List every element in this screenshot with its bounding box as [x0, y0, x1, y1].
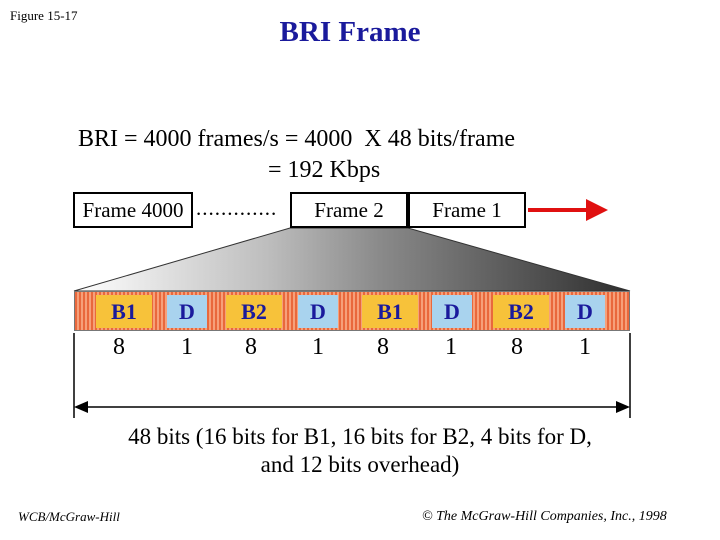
bri-formula-line1: BRI = 4000 frames/s = 4000 X 48 bits/frame	[78, 126, 516, 152]
page-title: BRI Frame	[279, 16, 421, 48]
frame-1-box: Frame 1	[408, 192, 526, 228]
channel-b1: B1	[96, 295, 152, 328]
channel-b1: B1	[362, 295, 418, 328]
bit-count: 1	[312, 334, 324, 360]
bit-count: 8	[245, 334, 257, 360]
bits-caption-line2: and 12 bits overhead)	[260, 452, 460, 477]
channel-d: D	[565, 295, 605, 328]
channel-d: D	[432, 295, 472, 328]
bit-count: 8	[377, 334, 389, 360]
bit-count: 1	[579, 334, 591, 360]
direction-arrow-head	[586, 199, 608, 221]
bit-count: 1	[181, 334, 193, 360]
bri-formula-line2: = 192 Kbps	[268, 157, 381, 183]
measure-arrow-right	[616, 401, 630, 413]
bit-count: 8	[113, 334, 125, 360]
channel-b2: B2	[493, 295, 549, 328]
channel-d: D	[298, 295, 338, 328]
publisher-footer: WCB/McGraw-Hill	[18, 509, 120, 524]
bit-count: 1	[445, 334, 457, 360]
frame-4000-box: Frame 4000	[73, 192, 193, 228]
copyright-footer: © The McGraw-Hill Companies, Inc., 1998	[422, 509, 667, 524]
frame-ellipsis: .............	[196, 196, 278, 220]
bit-count: 8	[511, 334, 523, 360]
channel-b2: B2	[226, 295, 282, 328]
frame-2-box: Frame 2	[290, 192, 408, 228]
expansion-fan	[74, 228, 630, 291]
channel-d: D	[167, 295, 207, 328]
figure-label: Figure 15-17	[10, 8, 78, 23]
measure-arrow-left	[74, 401, 88, 413]
bits-caption-line1: 48 bits (16 bits for B1, 16 bits for B2, 4 bits for D,	[128, 424, 592, 449]
